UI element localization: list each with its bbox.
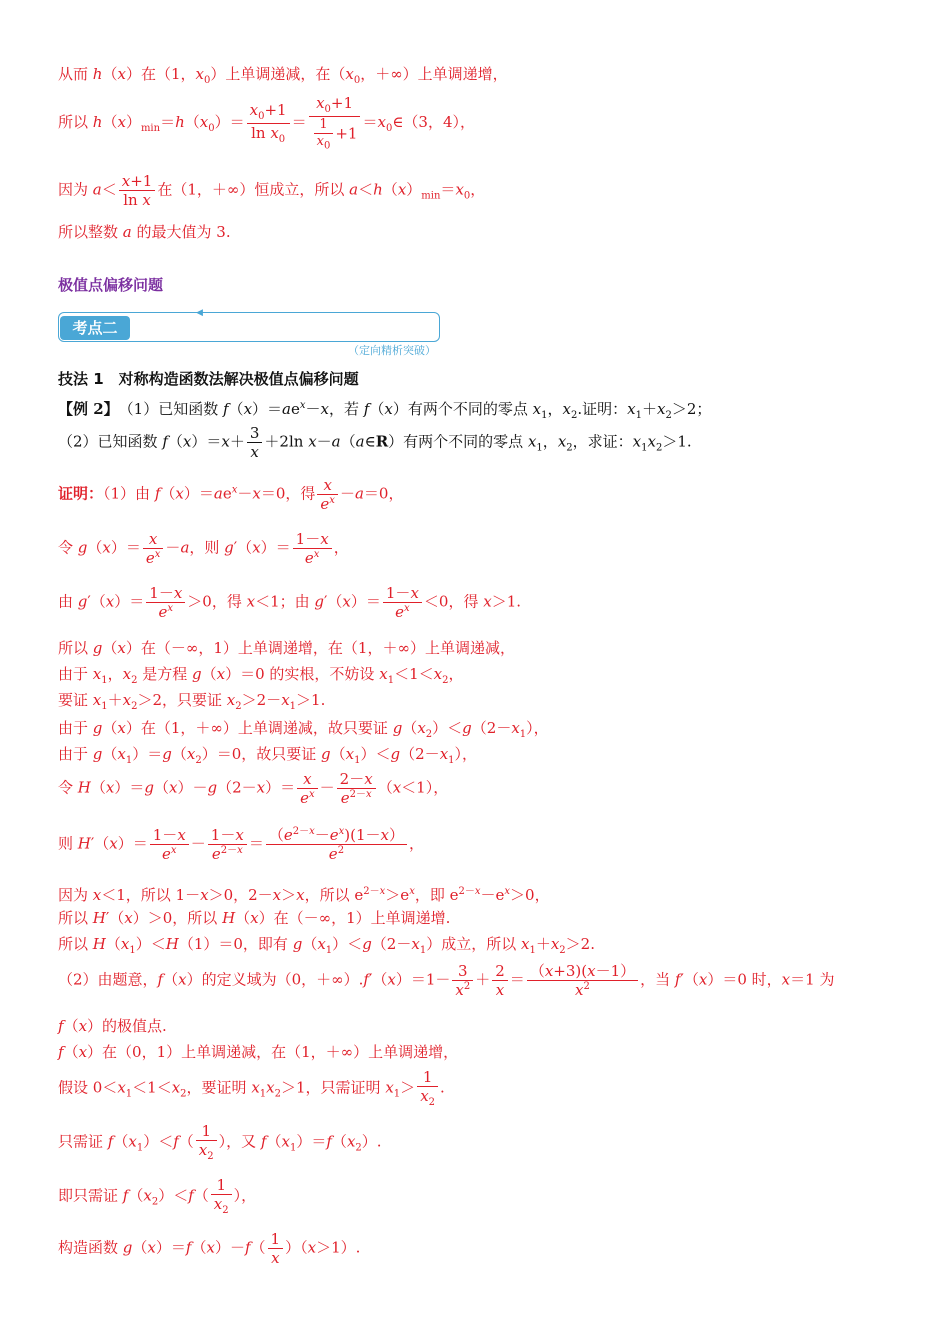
proof-16: f（x）在（0，1）上单调递减，在（1，＋∞）上单调递增， [58,1043,459,1061]
example-label: 【例 2】 [58,400,112,418]
line-2: 所以 $h(x)_{min}=h(x_0)=$ $\frac{x_0+1}{\ln x_0}$ ＝ $x_0+1$ $\frac{1}{x_0}$ +1 $=x_0\in(3$，4）， [58,94,476,152]
proof-19: 即只需证 $f(x_2)<f$（ $\frac{1}{x_2}$ ）， [58,1176,257,1216]
proof-4: 所以 g（x）在（－∞，1）上单调递增，在（1，＋∞）上单调递减， [58,639,515,657]
section-title: 极值点偏移问题 [58,276,164,294]
proof-13: 所以 $H(x_1)<H(1)=0$，即有 $g(x_1)<g(2-x_1)$成立，所以 $x_1+x_2>2$. [58,935,595,956]
proof-15: f（x）的极值点. [58,1017,167,1035]
arrow-icon: ◀ [196,308,203,318]
proof-2: 令 g（x）＝ $\frac{x}{e^x}$ －a，则 g′（x）＝ $\frac{1-x}{e^x}$ ， [58,530,349,567]
proof-8: 由于 $g(x_1)=g(x_2)=0$，故只要证 $g(x_1)<g(2-x_1)$， [58,745,478,766]
proof-9: 令 H（x）＝g（x）－g（2－x）＝ $\frac{x}{e^x}$ － $\frac{2-x}{e^{2-x}}$ （x＜1）， [58,770,449,807]
proof-3: 由 g′（x）＝ $\frac{1-x}{e^x}$ ＞0，得 x＜1；由 g′（x）＝ $\frac{1-x}{e^x}$ ＜0，得 x＞1. [58,584,521,621]
line-3: 因为 a＜ $\frac{x+1}{\text{ln x}}$ 在（1，＋∞）恒成立，所以 $a<h(x)_{min}=x_0$， [58,172,486,209]
proof-11: 因为 x＜1，所以 1－x＞0，2－x＞x，所以 $e^{2-x}>e^x$，即 $e^{2-x}-e^x>0$， [58,886,550,904]
proof-7: 由于 g（x）在（1，＋∞）上单调递减，故只要证 $g(x_2)<g(2-x_1)$， [58,719,549,740]
proof-14: （2）由题意，f（x）的定义域为（0，＋∞）.f′（x）＝1－ $\frac{3}{x^2}$ ＋ $\frac{2}{x}$ ＝ $\frac{(x+3)(x-1)}{x^2}$ ，当 f′（x）＝0 时，x＝1 为 [58,962,835,999]
badge-tag: （定向精析突破） [348,344,436,357]
proof-20: 构造函数 g（x）＝f（x）－f（ $\frac{1}{x}$ ）（x＞1）. [58,1230,361,1267]
proof-18: 只需证 $f(x_1)<f$（ $\frac{1}{x_2}$ ），又 $f(x_1)=f(x_2)$. [58,1122,382,1162]
proof-10: 则 H′（x）＝ $\frac{1-x}{e^x}$ － $\frac{1-x}{e^{2-x}}$ ＝ $\frac{(e^{2-x}-e^x)(1-x)}{e^2}$ ， [58,826,425,863]
example-line-1: 【例 2】 （1）已知函数 $f(x)=ae^x-x$，若 f（x）有两个不同的零点 $x_1$，$x_2$.证明：$x_1+x_2>2$； [58,400,712,421]
example-line-2: （2）已知函数 f（x）＝x＋ $\frac{3}{x}$ ＋2ln x－a（a∈R）有两个不同的零点 $x_1$，$x_2$，求证：$x_1x_2>1$. [58,424,692,461]
proof-1: 证明：（1）由 $f(x)=ae^x-x=0$，得 $\frac{x}{e^x}$ －a＝0， [58,476,404,513]
proof-6: 要证 $x_1+x_2>2$，只要证 $x_2>2-x_1>1$. [58,691,326,712]
proof-12: 所以 H′（x）＞0，所以 H（x）在（－∞，1）上单调递增. [58,909,451,927]
badge: 考点二 [60,316,130,340]
line-1: 从而 h（x）在（1，$x_0$）上单调递减，在（$x_0$，＋∞）上单调递增， [58,65,508,86]
proof-5: 由于 $x_1$，$x_2$ 是方程 g（x）＝0 的实根，不妨设 $x_1<1<x_2$， [58,665,464,686]
badge-arrow [200,312,430,313]
line-4: 所以整数 a 的最大值为 3. [58,223,231,241]
proof-17: 假设 $0<x_1<1<x_2$，要证明 $x_1x_2>1$，只需证明 $x_1>$ $\frac{1}{x_2}$ . [58,1068,445,1108]
technique-title: 技法 1 对称构造函数法解决极值点偏移问题 [58,370,359,388]
